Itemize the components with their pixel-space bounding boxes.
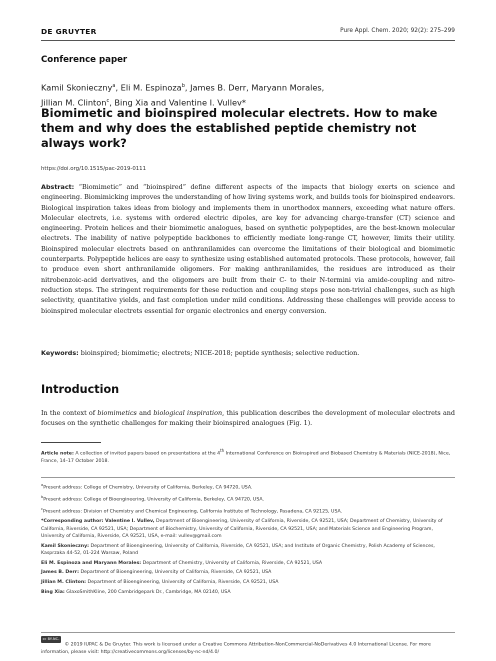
section-heading-introduction: Introduction: [41, 383, 120, 396]
intro-text: In the context of: [41, 409, 98, 417]
affiliation-text: Department of Bioengineering, University of California, Riverside, CA 92521, USA: [78, 570, 272, 576]
intro-text: and: [136, 409, 154, 417]
article-note-text: A collection of invited papers based on presentations at the 4: [73, 451, 221, 457]
paper-title: Biomimetic and bioinspired molecular electrets. How to make them and why does the established peptide chemistry not always work?: [41, 106, 438, 150]
license-text: © 2019 IUPAC & De Gruyter. This work is licensed under a Creative Commons Attribution-NonCommercial-NoDerivatives 4.0 International License. For more information, please visit: http://creativecommons.org/licenses/by-nc-nd/4.0/: [41, 642, 431, 655]
affiliation-text: Present address: College of Chemistry, University of California, Berkeley, CA 94720, USA.: [43, 485, 253, 491]
affiliation-text: Present address: Division of Chemistry and Chemical Engineering, California Institute of Technology, Pasadena, CA 92125, USA.: [42, 509, 343, 515]
affiliation-a: [41, 482, 455, 492]
abstract-text: “Biomimetic” and “bioinspired” define different aspects of the impacts that biology exerts on science and engineering. Biomimicking improves the understanding of how living systems work, and builds tools for bioinspired endeavors. Biological inspiration takes ideas from biology and implements them in unorthodox manners, exceeding what nature offers. Molecular electrets, i.e. systems with ordered electric dipoles, are key for advancing charge-transfer (CT) science and engineering. Protein helices and their biomimetic analogues, based on synthetic polypeptides, are the best-known molecular electrets. The inability of native polypeptide backbones to efficiently mediate long-range CT, however, limits their utility. Bioinspired molecular electrets based on anthranilamides can overcome the limitations of their biological and biomimetic counterparts. Polypeptide helices are easy to synthesize using established automated protocols. These protocols, however, fail to produce even short anthranilamide oligomers. For making anthranilamides, the residues are introduced as their nitrobenzoic-acid derivatives, and the oligomers are built from their C- to their N-termini via amide-coupling and nitro-reduction steps. The stringent requirements for these reduction and coupling steps pose non-trivial challenges, such as high selectivity, quantitative yields, and fast completion under mild conditions. Addressing these challenges will provide access to bioinspired molecular electrets essential for organic electronics and energy conversion.: [41, 183, 455, 315]
keywords: [41, 348, 455, 358]
license-notice: [41, 636, 455, 656]
affiliations-block: [41, 482, 455, 598]
keywords-text: bioinspired; biomimetic; electrets; NICE-2018; peptide synthesis; selective reduction.: [80, 349, 360, 357]
introduction-paragraph: [41, 408, 455, 429]
affiliation-author: James B. Derr:: [41, 570, 79, 576]
article-note-label: Article note:: [41, 451, 74, 457]
author-name: , Bing Xia and Valentine I. Vullev*: [109, 97, 246, 108]
affiliation-derr: [41, 569, 455, 576]
corresponding-author-label: *Corresponding author: Valentine I. Vullev,: [41, 519, 155, 525]
running-header: [41, 25, 455, 37]
article-note-text: International Conference on Bioinspired and Biobased Chemistry & Materials (NICE-2018), Nice, France, 14–17 October 2018.: [41, 451, 451, 464]
cc-badge-label: cc BY-NC-ND: [42, 637, 60, 648]
footnote-rule: [41, 442, 101, 443]
corresponding-author-text: Department of Bioengineering, University of California, Riverside, CA 92521, USA; Department of Chemistry, University of California, Riverside, CA 92521, USA; Department of Biochemistry, University of California, Riverside, CA 92521, USA; and Materials Science and Engineering Program, University of California, Riverside, CA 92521, USA, e-mail: vullev@gmail.com: [41, 519, 443, 540]
corresponding-author: [41, 518, 455, 540]
doi-link[interactable]: https://doi.org/10.1515/pac-2019-0111: [41, 166, 147, 172]
affiliation-b: [41, 494, 455, 504]
affiliation-marker: a: [41, 483, 44, 487]
author-name: , Eli M. Espinoza: [115, 82, 182, 93]
affiliation-author: Eli M. Espinoza and Maryann Morales:: [41, 560, 142, 566]
journal-reference: Pure Appl. Chem. 2020; 92(2): 275–299: [340, 28, 455, 34]
abstract-label: Abstract:: [41, 183, 75, 191]
affiliation-xia: [41, 589, 455, 596]
author-name: Jillian M. Clinton: [41, 97, 107, 108]
affiliation-text: Department of Bioengineering, University of California, Riverside, CA 92521, USA: [86, 580, 279, 586]
publisher-name: DE GRUYTER: [41, 26, 97, 36]
affiliation-marker: b: [181, 83, 185, 89]
affiliation-marker: b: [41, 495, 44, 500]
affiliation-rule: [41, 477, 455, 478]
intro-text: , this publication describes the development of molecular electrets and focuses on the synthetic challenges for making their bioinspired analogues (Fig. 1).: [41, 409, 455, 428]
affiliation-author: Jillian M. Clinton:: [41, 580, 87, 586]
affiliation-espinoza-morales: [41, 560, 455, 567]
affiliation-text: Department of Chemistry, University of California, Riverside, CA 92521, USA: [141, 560, 323, 566]
header-rule: [41, 40, 455, 41]
creative-commons-badge-icon[interactable]: [41, 636, 61, 648]
paper-type: Conference paper: [41, 55, 128, 65]
affiliation-author: Kamil Skonieczny:: [41, 543, 90, 549]
intro-emphasis: biomimetics: [97, 409, 137, 417]
affiliation-author: Bing Xia:: [41, 589, 65, 595]
affiliation-clinton: [41, 579, 455, 586]
affiliation-text: Present address: College of Bioengineering, University of California, Berkeley, CA 94720, USA.: [43, 497, 264, 503]
article-note: [41, 447, 455, 465]
affiliation-text: Department of Bioengineering, University of California, Riverside, CA 92521, USA; and Institute of Organic Chemistry, Polish Academy of Sciences, Kasprzaka 44-52, 01-224 Warsaw, Poland: [41, 543, 435, 557]
affiliation-c: [41, 506, 455, 516]
affiliation-marker: a: [112, 83, 116, 89]
intro-emphasis: biological inspiration: [153, 409, 223, 417]
license-rule: [41, 632, 455, 633]
affiliation-text: GlaxoSmithKline, 200 Cambridgepark Dr., Cambridge, MA 02140, USA: [64, 589, 231, 595]
affiliation-marker: c: [106, 97, 110, 104]
ordinal-superscript: th: [220, 448, 225, 453]
abstract: [41, 182, 455, 316]
keywords-label: Keywords:: [41, 349, 79, 357]
affiliation-skonieczny: [41, 543, 455, 558]
author-name: , James B. Derr, Maryann Morales,: [184, 82, 325, 93]
affiliation-marker: c: [41, 507, 43, 512]
author-name: Kamil Skonieczny: [41, 82, 113, 93]
